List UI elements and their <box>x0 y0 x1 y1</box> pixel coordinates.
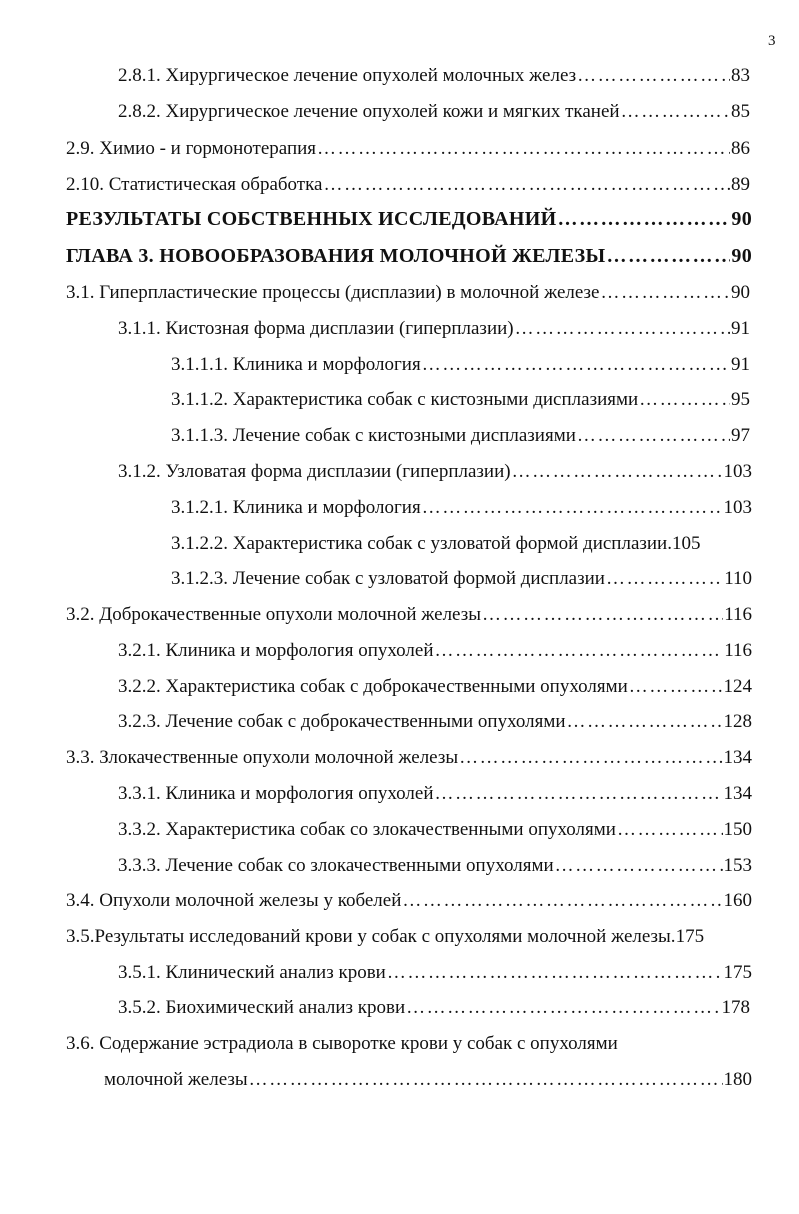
toc-entry-page: 150 <box>723 819 752 840</box>
toc-entry-title: 3.1.2.3. Лечение собак с узловатой формой дисплазии <box>171 568 605 589</box>
toc-entry[interactable] <box>118 854 752 878</box>
toc-entry-title: 3.3. Злокачественные опухоли молочной железы <box>66 747 459 768</box>
toc-entry-title: 3.5.1. Клинический анализ крови <box>118 962 386 983</box>
toc-entry[interactable] <box>118 675 752 699</box>
toc-entry-continuation[interactable] <box>104 1068 752 1092</box>
toc-entry[interactable] <box>118 100 750 124</box>
toc-entry-title: 3.1. Гиперпластические процессы (дисплазии) в молочной железе <box>66 282 600 303</box>
toc-entry-page: 175 <box>723 962 752 983</box>
toc-entry[interactable] <box>66 281 750 305</box>
toc-entry[interactable] <box>118 639 752 663</box>
dot-leader <box>435 639 724 663</box>
dot-leader <box>577 424 730 448</box>
toc-entry[interactable] <box>118 64 750 88</box>
dot-leader <box>629 675 723 699</box>
toc-entry-title: 3.3.3. Лечение собак со злокачественными опухолями <box>118 855 554 876</box>
toc-entry-page: 90 <box>731 245 752 267</box>
toc-entry-page: 97 <box>731 425 750 446</box>
toc-entry[interactable] <box>118 460 752 484</box>
toc-entry[interactable] <box>171 567 752 591</box>
toc-heading-results[interactable] <box>66 207 752 231</box>
toc-entry[interactable] <box>66 173 750 197</box>
toc-entry-title: 3.1.2. Узловатая форма дисплазии (гиперплазии) <box>118 461 511 482</box>
dot-leader <box>555 854 723 878</box>
dot-leader <box>459 746 722 770</box>
dot-leader <box>600 281 730 305</box>
toc-entry[interactable] <box>66 746 752 770</box>
dot-leader <box>606 567 723 591</box>
toc-entry-title: 3.4. Опухоли молочной железы у кобелей <box>66 890 402 911</box>
toc-entry-title: 3.2.2. Характеристика собак с доброкачественными опухолями <box>118 676 628 697</box>
toc-entry-page: 116 <box>724 604 752 625</box>
dot-leader <box>515 317 730 341</box>
toc-entry[interactable] <box>171 496 752 520</box>
toc-entry-title: молочной железы <box>104 1069 248 1090</box>
toc-entry[interactable] <box>66 603 752 627</box>
toc-entry-page: 103 <box>723 497 752 518</box>
toc-entry[interactable] <box>66 889 752 913</box>
toc-entry-title: 3.1.2.2. Характеристика собак с узловатой формой дисплазии. <box>171 533 672 554</box>
dot-leader <box>406 996 720 1020</box>
dot-leader <box>422 353 730 377</box>
toc-entry-page: 95 <box>731 389 750 410</box>
toc-entry-page: 105 <box>671 533 701 554</box>
dot-leader <box>317 137 730 161</box>
toc-heading-chapter-3[interactable] <box>66 244 752 268</box>
dot-leader <box>512 460 723 484</box>
toc-entry-title: 2.9. Химио - и гормонотерапия <box>66 138 317 159</box>
toc-entry-page: 90 <box>731 208 752 230</box>
toc-entry-title: 3.1.2.1. Клиника и морфология <box>171 497 421 518</box>
dot-leader <box>617 818 723 842</box>
toc-entry-title: 3.2. Доброкачественные опухоли молочной железы <box>66 604 481 625</box>
dot-leader <box>249 1068 723 1092</box>
toc-entry-title: 2.10. Статистическая обработка <box>66 174 323 195</box>
dot-leader <box>606 244 730 268</box>
dot-leader <box>435 782 723 806</box>
toc-entry-title: 2.8.1. Хирургическое лечение опухолей молочных желез <box>118 65 577 86</box>
toc-entry-title: 3.6. Содержание эстрадиола в сыворотке крови у собак с опухолями <box>66 1033 618 1054</box>
toc-entry[interactable] <box>171 353 750 377</box>
toc-entry-title: 3.3.1. Клиника и морфология опухолей <box>118 783 434 804</box>
toc-entry-page: 175 <box>675 926 705 947</box>
toc-entry-title: 3.1.1.3. Лечение собак с кистозными дисплазиями <box>171 425 576 446</box>
toc-entry[interactable] <box>118 996 750 1020</box>
toc-entry-title: 3.1.1.1. Клиника и морфология <box>171 354 421 375</box>
toc-entry-title: 3.5.Результаты исследований крови у собак с опухолями молочной железы. <box>66 926 676 947</box>
dot-leader <box>577 64 730 88</box>
toc-entry-title: ГЛАВА 3. НОВООБРАЗОВАНИЯ МОЛОЧНОЙ ЖЕЛЕЗЫ <box>66 245 606 267</box>
toc-entry-title: 3.2.1. Клиника и морфология опухолей <box>118 640 434 661</box>
toc-entry-page: 89 <box>731 174 750 195</box>
toc-entry[interactable] <box>118 782 752 806</box>
dot-leader <box>422 496 723 520</box>
toc-entry-title: 3.1.1. Кистозная форма дисплазии (гиперплазии) <box>118 318 514 339</box>
toc-entry-title: 3.3.2. Характеристика собак со злокачественными опухолями <box>118 819 616 840</box>
dot-leader <box>639 388 730 412</box>
dot-leader <box>387 961 723 985</box>
toc-entry-page: 160 <box>723 890 752 911</box>
toc-entry[interactable] <box>66 925 764 949</box>
toc-entry-page: 153 <box>723 855 752 876</box>
dot-leader <box>621 100 730 124</box>
toc-entry-page: 178 <box>721 997 750 1018</box>
toc-entry-page: 103 <box>723 461 752 482</box>
toc-entry[interactable] <box>118 317 750 341</box>
toc-entry-title: 3.5.2. Биохимический анализ крови <box>118 997 406 1018</box>
toc-entry-page: 91 <box>731 318 750 339</box>
toc-entry[interactable] <box>66 137 750 161</box>
toc-entry-page: 91 <box>731 354 750 375</box>
dot-leader <box>482 603 723 627</box>
dot-leader <box>323 173 730 197</box>
toc-entry[interactable] <box>171 532 752 556</box>
dot-leader <box>402 889 722 913</box>
toc-entry-page: 128 <box>723 711 752 732</box>
toc-entry-title: РЕЗУЛЬТАТЫ СОБСТВЕННЫХ ИССЛЕДОВАНИЙ <box>66 208 557 230</box>
toc-entry-page: 85 <box>731 101 750 122</box>
toc-entry[interactable] <box>171 424 750 448</box>
toc-entry-page: 90 <box>731 282 750 303</box>
toc-entry-page: 83 <box>731 65 750 86</box>
toc-entry[interactable] <box>118 818 752 842</box>
toc-entry[interactable] <box>118 961 752 985</box>
toc-entry-page: 116 <box>724 640 752 661</box>
dot-leader <box>567 710 723 734</box>
toc-entry[interactable] <box>118 710 752 734</box>
toc-entry-page: 134 <box>723 747 752 768</box>
toc-entry[interactable] <box>66 1032 618 1056</box>
toc-entry-title: 3.1.1.2. Характеристика собак с кистозными дисплазиями <box>171 389 639 410</box>
toc-entry-title: 2.8.2. Хирургическое лечение опухолей кожи и мягких тканей <box>118 101 620 122</box>
toc-entry-page: 134 <box>723 783 752 804</box>
dot-leader <box>557 207 730 231</box>
toc-entry-page: 124 <box>723 676 752 697</box>
toc-entry[interactable] <box>171 388 750 412</box>
toc-entry-page: 86 <box>731 138 750 159</box>
toc-entry-title: 3.2.3. Лечение собак с доброкачественными опухолями <box>118 711 566 732</box>
toc-entry-page: 110 <box>724 568 752 589</box>
page-number: 3 <box>768 33 776 49</box>
toc-entry-page: 180 <box>723 1069 752 1090</box>
